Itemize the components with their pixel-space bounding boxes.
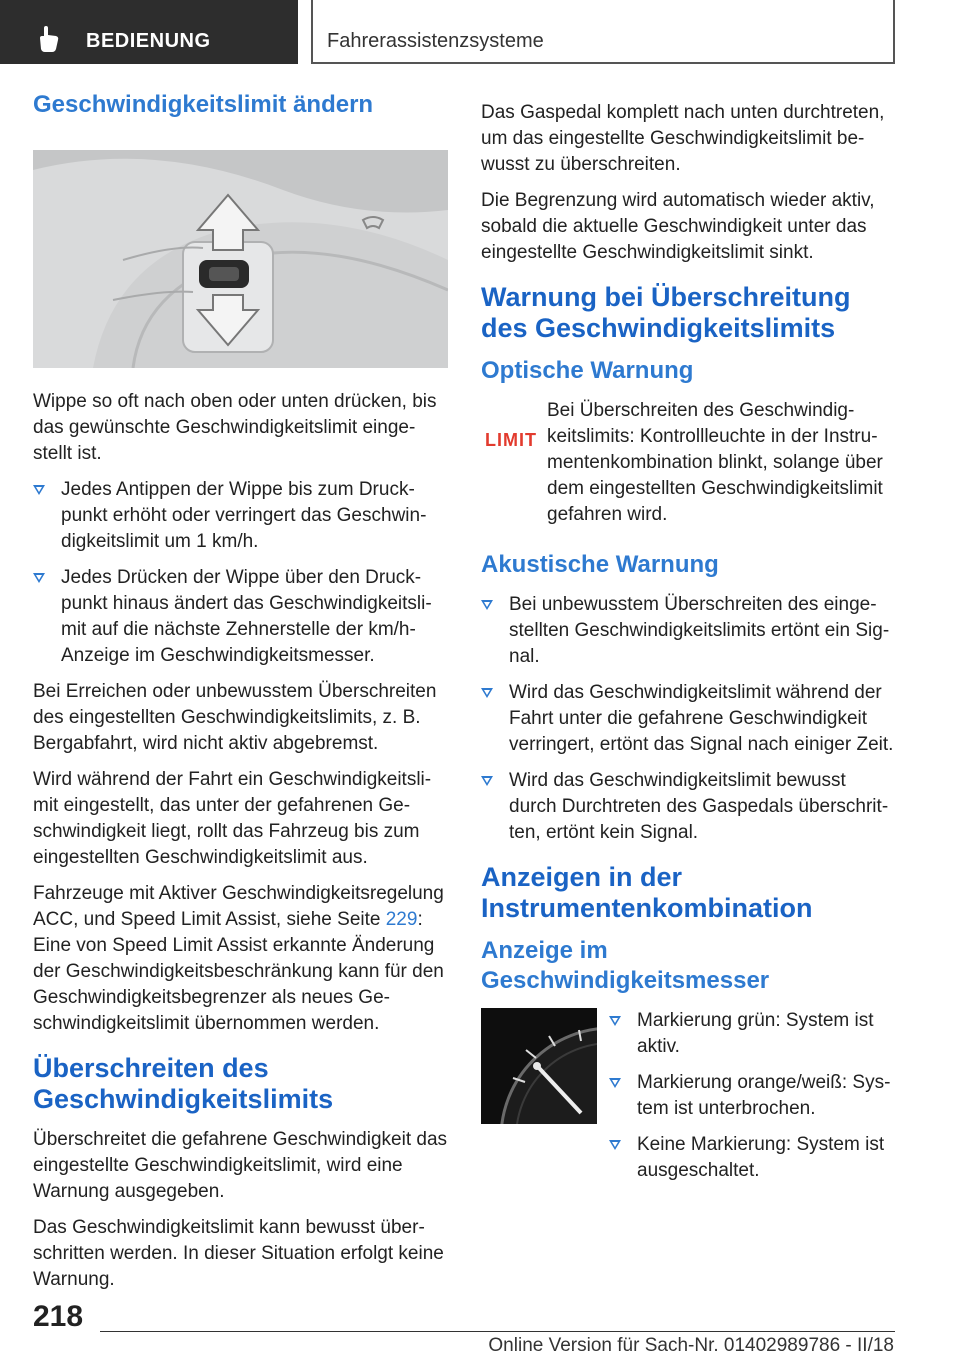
list-item: Wird das Geschwindigkeitslimit bewusst durch Durchtreten des Gaspedals überschritten, ertönt kein Signal. <box>481 768 896 846</box>
triangle-bullet-icon <box>609 1016 621 1026</box>
triangle-bullet-icon <box>33 573 45 583</box>
heading-speedo: Anzeige im Geschwindigkeitsmesser <box>481 937 770 994</box>
triangle-bullet-icon <box>481 600 493 610</box>
bullet-list-rocker <box>33 477 448 669</box>
list-item: Jedes Antippen der Wippe bis zum Druckpunkt erhöht oder verringert das Geschwindigkeitslimit um 1 km/h. <box>33 477 448 555</box>
triangle-bullet-icon <box>609 1140 621 1150</box>
optical-warning-block <box>481 398 896 528</box>
list-item: Wird das Geschwindigkeitslimit während der Fahrt unter die gefahrene Geschwindigkeit verringert, ertönt das Signal nach einiger Zeit. <box>481 680 896 758</box>
paragraph: Bei Überschreiten des Geschwindigkeitslimits: Kontrollleuchte in der Instrumentenkombination blinkt, solange über dem eingestellten Geschwindigkeitslimit gefahren wird. <box>547 400 883 525</box>
paragraph: Wird während der Fahrt ein Geschwindigkeitslimit eingestellt, das unter der gefahrenen Geschwindigkeit liegt, rollt das Fahrzeug bis zum eingestellten Geschwindigkeitslimit aus. <box>33 769 432 868</box>
list-item: Markierung grün: System ist aktiv. <box>609 1008 896 1060</box>
paragraph: Bei Erreichen oder unbewusstem Überschreiten des eingestellten Geschwindigkeitslimits, z. B. Bergabfahrt, wird nicht aktiv abgebremst. <box>33 681 437 754</box>
version-note: Online Version für Sach-Nr. 01402989786 - II/18 <box>488 1335 894 1356</box>
triangle-bullet-icon <box>609 1078 621 1088</box>
paragraph: Überschreitet die gefahrene Geschwindigkeit das eingestellte Geschwindigkeitslimit, wird eine Warnung ausgegeben. <box>33 1129 448 1202</box>
chapter-title: Fahrerassistenzsysteme <box>327 30 544 52</box>
page-number: 218 <box>33 1300 84 1333</box>
paragraph: Das Geschwindigkeitslimit kann bewusst überschritten werden. In dieser Situation erfolgt keine Warnung. <box>33 1217 444 1290</box>
page-header <box>0 0 960 66</box>
heading-limit-change: Geschwindigkeitslimit ändern <box>33 91 374 118</box>
heading-optical: Optische Warnung <box>481 357 694 384</box>
steering-wheel-rocker-image <box>33 150 448 368</box>
list-item: Jedes Drücken der Wippe über den Druckpunkt hinaus ändert das Geschwindigkeitslimit auf die nächste Zehnerstelle der km/h-Anzeige im Geschwindigkeitsmesser. <box>33 565 448 669</box>
triangle-bullet-icon <box>481 776 493 786</box>
left-column <box>33 90 448 1303</box>
heading-displays: Anzeigen in der Instrumentenkombination <box>481 862 813 923</box>
heading-warning: Warnung bei Überschreitung des Geschwindigkeitslimits <box>481 282 851 343</box>
heading-acoustic: Akustische Warnung <box>481 551 719 578</box>
triangle-bullet-icon <box>481 688 493 698</box>
right-column <box>481 100 896 1194</box>
chapter-tab <box>311 0 895 64</box>
list-item: Keine Markierung: System ist ausgeschaltet. <box>609 1132 896 1184</box>
speedometer-image <box>481 1008 597 1124</box>
speedo-block <box>481 1008 896 1184</box>
list-item: Markierung orange/weiß: System ist unterbrochen. <box>609 1070 896 1122</box>
hand-icon <box>34 24 64 54</box>
triangle-bullet-icon <box>33 485 45 495</box>
paragraph: Wippe so oft nach oben oder unten drücken, bis das gewünschte Geschwindigkeitslimit eingestellt ist. <box>33 391 437 464</box>
paragraph-with-link: Fahrzeuge mit Aktiver Geschwindigkeitsregelung ACC, und Speed Limit Assist, siehe Seite 229: Eine von Speed Limit Assist erkannte Änderung der Geschwindigkeitsbeschränkung kann für den Geschwindigkeitsbegrenzer als neues Geschwindigkeitslimit übernommen werden. <box>33 883 444 1034</box>
section-tab <box>0 0 298 64</box>
heading-exceeding: Überschreiten des Geschwindigkeitslimits <box>33 1053 334 1114</box>
page-link[interactable]: 229 <box>385 909 418 930</box>
footer-divider <box>100 1331 895 1332</box>
list-item: Bei unbewusstem Überschreiten des eingestellten Geschwindigkeitslimits ertönt ein Signal. <box>481 592 896 670</box>
section-title: BEDIENUNG <box>86 30 211 52</box>
limit-indicator-icon: LIMIT <box>485 430 537 450</box>
bullet-list-acoustic <box>481 592 896 846</box>
paragraph: Die Begrenzung wird automatisch wieder aktiv, sobald die aktuelle Geschwindigkeit unter das eingestellte Geschwindigkeitslimit sinkt. <box>481 190 875 263</box>
paragraph: Das Gaspedal komplett nach unten durchtreten, um das eingestellte Geschwindigkeitslimit bewusst zu überschreiten. <box>481 102 885 175</box>
